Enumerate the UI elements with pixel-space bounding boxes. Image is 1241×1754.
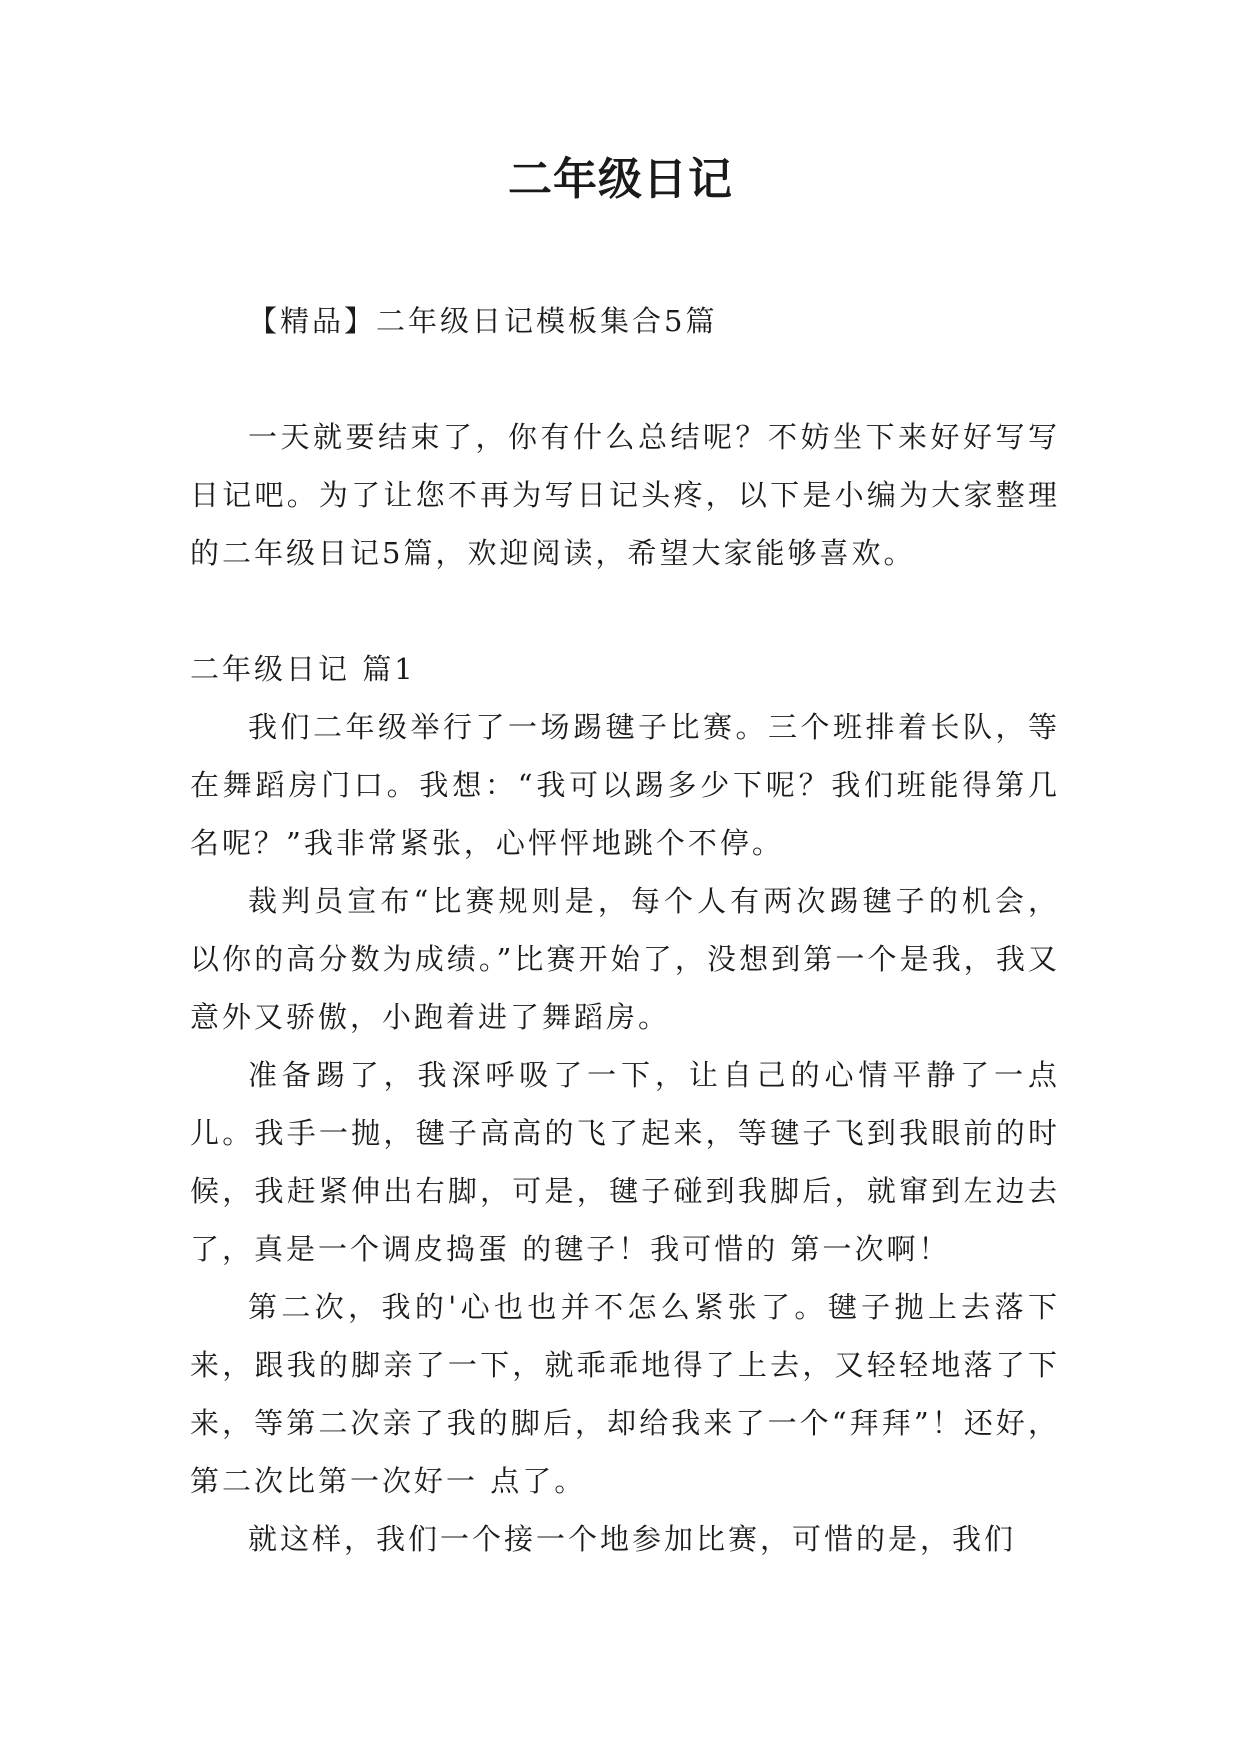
body-paragraph: 第二次，我的'心也也并不怎么紧张了。毽子抛上去落下来，跟我的脚亲了一下，就乖乖地得了上去，又轻轻地落了下来，等第二次亲了我的脚后，却给我来了一个“拜拜”！还好，第二次比第一次好一 点了。 [190, 1290, 1060, 1498]
intro-paragraph: 一天就要结束了，你有什么总结呢？不妨坐下来好好写写日记吧。为了让您不再为写日记头疼，以下是小编为大家整理的二年级日记5篇，欢迎阅读，希望大家能够喜欢。 [190, 420, 1060, 570]
body-paragraph: 我们二年级举行了一场踢毽子比赛。三个班排着长队，等在舞蹈房门口。我想：“我可以踢多少下呢？我们班能得第几名呢？”我非常紧张，心怦怦地跳个不停。 [190, 710, 1060, 860]
document-body [190, 292, 1060, 1568]
document-title: 二年级日记 [508, 154, 733, 205]
body-paragraph: 就这样，我们一个接一个地参加比赛，可惜的是，我们 [248, 1522, 1017, 1556]
document-subtitle: 【精品】二年级日记模板集合5篇 [248, 304, 718, 338]
section-heading: 二年级日记 篇1 [190, 652, 416, 686]
body-paragraph: 准备踢了，我深呼吸了一下，让自己的心情平静了一点儿。我手一抛，毽子高高的飞了起来，等毽子飞到我眼前的时候，我赶紧伸出右脚，可是，毽子碰到我脚后，就窜到左边去了，真是一个调皮捣蛋 的毽子！我可惜的 第一次啊！ [190, 1058, 1060, 1266]
body-paragraph: 裁判员宣布“比赛规则是，每个人有两次踢毽子的机会，以你的高分数为成绩。”比赛开始了，没想到第一个是我，我又意外又骄傲，小跑着进了舞蹈房。 [190, 884, 1060, 1034]
